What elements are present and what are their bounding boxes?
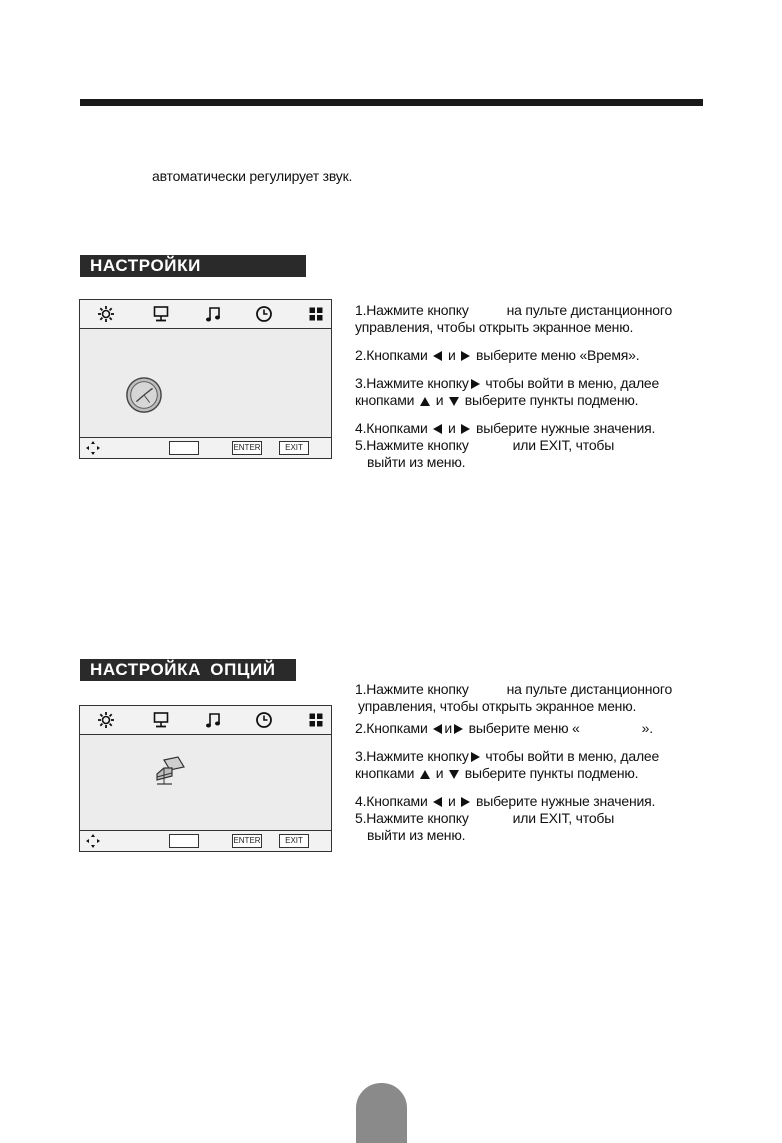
- left-arrow-icon: [433, 351, 442, 361]
- menu-footer: [80, 830, 331, 851]
- step-3-text: 3.Нажмите кнопку: [355, 748, 469, 764]
- step-3-text-c: кнопками: [355, 765, 415, 781]
- up-arrow-icon: [420, 770, 430, 779]
- step-4-text: 4.Кнопками: [355, 420, 428, 436]
- options-grid-icon: [307, 305, 325, 323]
- step-1-cont: управления, чтобы открыть экранное меню.: [358, 698, 637, 714]
- step-1-text-b: на пульте дистанционного: [506, 302, 673, 318]
- step-2-text: 2.Кнопками: [355, 347, 428, 363]
- and-text: и: [444, 720, 452, 736]
- right-arrow-icon: [461, 351, 470, 361]
- step-3-cont: [355, 765, 705, 782]
- and-text: и: [435, 765, 444, 781]
- step-5-text: 5.Нажмите кнопку: [355, 810, 469, 826]
- step-5-text-b: или EXIT, чтобы: [512, 810, 615, 826]
- step-2-text-b: выберите меню «Время».: [476, 347, 640, 363]
- step-3-text-d: выберите пункты подменю.: [464, 765, 639, 781]
- enter-key-label: ENTER: [232, 441, 262, 455]
- time-menu-screenshot: [79, 299, 332, 459]
- and-text: и: [448, 793, 456, 809]
- step-2-text-b: выберите меню «: [468, 720, 580, 736]
- step-3-text-c: кнопками: [355, 392, 415, 408]
- options-menu-screenshot: [79, 705, 332, 852]
- step-5: [355, 437, 705, 454]
- screen-icon: [152, 305, 170, 323]
- clock-icon: [255, 305, 273, 323]
- options-menu-icon: [154, 756, 186, 786]
- step-3-text-d: выберите пункты подменю.: [464, 392, 639, 408]
- left-arrow-icon: [433, 797, 442, 807]
- clock-icon: [255, 711, 273, 729]
- menu-icon-bar: [80, 706, 331, 735]
- exit-key-label: EXIT: [279, 834, 309, 848]
- step-1-cont: управления, чтобы открыть экранное меню.: [355, 319, 634, 335]
- step-3: [355, 748, 705, 765]
- navigation-arrows-icon: [85, 440, 101, 456]
- step-3-text: 3.Нажмите кнопку: [355, 375, 469, 391]
- step-5-cont: выйти из меню.: [367, 827, 466, 843]
- step-1-text: 1.Нажмите кнопку: [355, 302, 469, 318]
- step-2: [355, 720, 705, 737]
- step-5-cont: выйти из меню.: [367, 454, 466, 470]
- step-4: [355, 420, 705, 437]
- step-3-text-b: чтобы войти в меню, далее: [485, 748, 660, 764]
- sound-icon: [204, 711, 222, 729]
- step-2-text-end: ».: [641, 720, 653, 736]
- picture-settings-icon: [97, 305, 115, 323]
- right-arrow-icon: [471, 752, 480, 762]
- step-2: [355, 347, 705, 364]
- time-steps: [355, 302, 705, 471]
- step-3: [355, 375, 705, 392]
- right-arrow-icon: [471, 379, 480, 389]
- options-grid-icon: [307, 711, 325, 729]
- left-arrow-icon: [433, 424, 442, 434]
- and-text: и: [448, 420, 456, 436]
- right-arrow-icon: [454, 724, 463, 734]
- menu-key-box: [169, 441, 199, 455]
- up-arrow-icon: [420, 397, 430, 406]
- top-rule: [80, 99, 703, 106]
- down-arrow-icon: [449, 397, 459, 406]
- step-2-text: 2.Кнопками: [355, 720, 428, 736]
- step-4-text: 4.Кнопками: [355, 793, 428, 809]
- step-1: [355, 302, 705, 319]
- step-1-text-b: на пульте дистанционного: [506, 681, 673, 697]
- step-4-text-b: выберите нужные значения.: [476, 420, 656, 436]
- options-settings-heading: НАСТРОЙКА ОПЦИЙ: [80, 659, 296, 681]
- menu-footer: [80, 437, 331, 458]
- step-5: [355, 810, 705, 827]
- intro-text: автоматически регулирует звук.: [152, 168, 353, 184]
- page-number-tab: [356, 1083, 407, 1143]
- left-arrow-icon: [433, 724, 442, 734]
- menu-icon-bar: [80, 300, 331, 329]
- step-4: [355, 793, 705, 810]
- down-arrow-icon: [449, 770, 459, 779]
- exit-key-label: EXIT: [279, 441, 309, 455]
- step-4-text-b: выберите нужные значения.: [476, 793, 656, 809]
- step-1-text: 1.Нажмите кнопку: [355, 681, 469, 697]
- right-arrow-icon: [461, 797, 470, 807]
- step-3-cont: [355, 392, 705, 409]
- step-5-text: 5.Нажмите кнопку: [355, 437, 469, 453]
- enter-key-label: ENTER: [232, 834, 262, 848]
- navigation-arrows-icon: [85, 833, 101, 849]
- picture-settings-icon: [97, 711, 115, 729]
- menu-key-box: [169, 834, 199, 848]
- sound-icon: [204, 305, 222, 323]
- step-1: [355, 681, 705, 698]
- and-text: и: [448, 347, 456, 363]
- options-steps: [355, 681, 705, 844]
- screen-icon: [152, 711, 170, 729]
- time-settings-heading: НАСТРОЙКИ ВРЕМЕНИ: [80, 255, 306, 277]
- and-text: и: [435, 392, 444, 408]
- time-menu-clock-icon: [125, 376, 163, 414]
- step-3-text-b: чтобы войти в меню, далее: [485, 375, 660, 391]
- step-5-text-b: или EXIT, чтобы: [512, 437, 615, 453]
- right-arrow-icon: [461, 424, 470, 434]
